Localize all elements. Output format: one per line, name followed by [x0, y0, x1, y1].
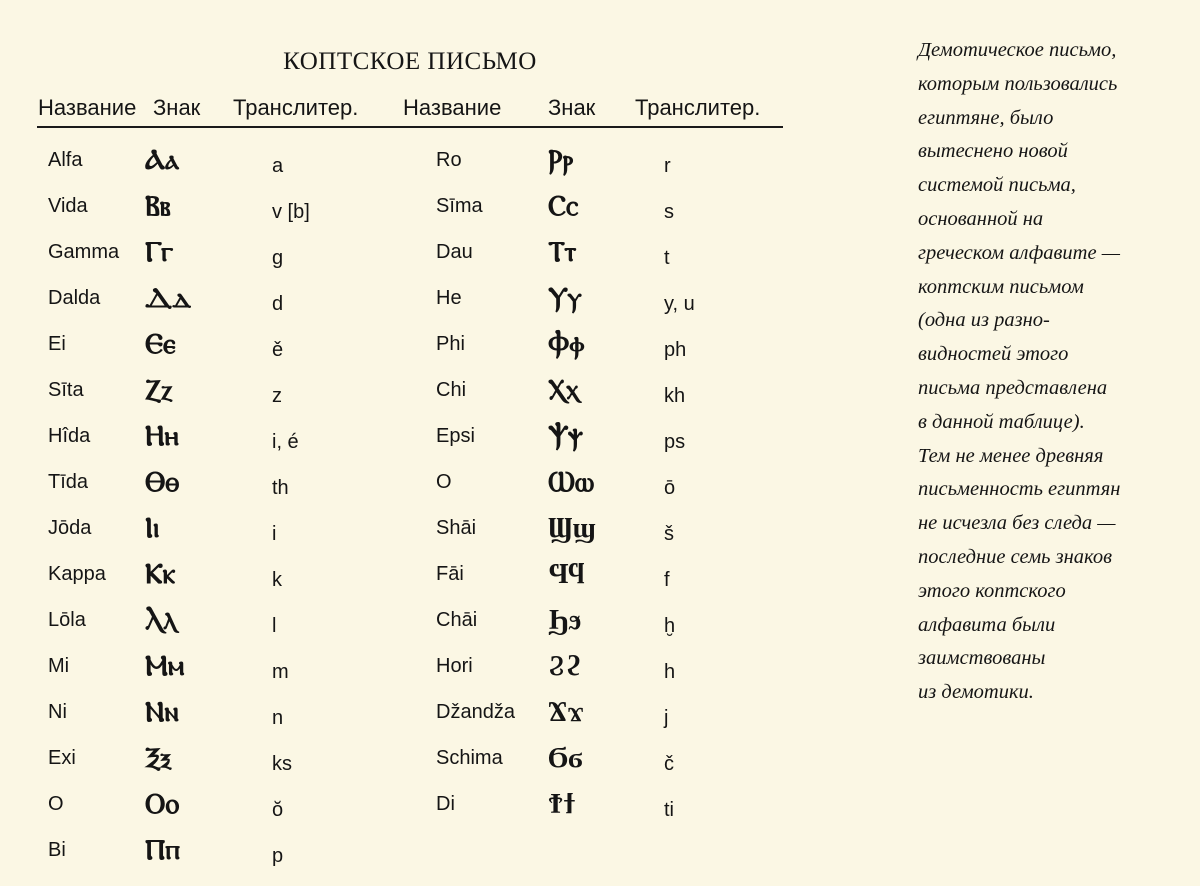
letter-name: Ro — [436, 149, 462, 171]
letter-translit: g — [272, 247, 284, 269]
letter-name: Ei — [48, 333, 66, 355]
letter-translit: l — [272, 615, 277, 637]
letter-sign: Ⲍⲍ — [145, 373, 173, 406]
letter-translit: ph — [664, 339, 687, 361]
sidebar-line: письменность египтян — [918, 478, 1121, 501]
table-row — [0, 649, 800, 695]
letter-sign: Ⲁⲁ — [145, 143, 180, 176]
letter-translit: ŏ — [272, 799, 284, 821]
table-row — [0, 511, 800, 557]
letter-name: Epsi — [436, 425, 475, 447]
letter-name: Vida — [48, 195, 88, 217]
letter-name: Phi — [436, 333, 465, 355]
letter-sign: Ⲉⲉ — [145, 327, 176, 360]
letter-translit: p — [272, 845, 284, 867]
sidebar-line: заимствованы — [918, 647, 1046, 670]
letter-sign: Ⲗⲗ — [145, 603, 177, 636]
letter-name: Alfa — [48, 149, 83, 171]
sidebar-line: Тем не менее древняя — [918, 444, 1104, 467]
letter-name: Shāi — [436, 517, 477, 539]
letter-name: Chi — [436, 379, 467, 401]
letter-translit: f — [664, 569, 670, 591]
letter-translit: ḫ — [664, 615, 676, 637]
letter-name: Dau — [436, 241, 473, 263]
letter-translit: h — [664, 661, 676, 683]
table-row — [0, 419, 800, 465]
letter-sign: Ϭϭ — [548, 741, 583, 774]
letter-name: Jōda — [48, 517, 92, 539]
letter-name: O — [436, 471, 452, 493]
letter-sign: Ⲙⲙ — [145, 649, 185, 682]
letter-sign: Ⲛⲛ — [145, 695, 179, 728]
letter-sign: Ⲃⲃ — [145, 189, 171, 222]
letter-sign: Ϣϣ — [548, 511, 596, 544]
sidebar-line: видностей этого — [918, 343, 1069, 366]
letter-translit: z — [272, 385, 282, 407]
letter-name: Džandža — [436, 701, 515, 723]
letter-sign: Ⲅⲅ — [145, 235, 174, 268]
letter-translit: n — [272, 707, 284, 729]
letter-translit: th — [272, 477, 289, 499]
letter-name: Lōla — [48, 609, 86, 631]
table-row — [0, 143, 800, 189]
header-sign-1: Знак — [153, 95, 201, 120]
letter-name: Di — [436, 793, 455, 815]
letter-translit: r — [664, 155, 671, 177]
letter-sign: Ϯϯ — [548, 787, 576, 820]
sidebar-line: в данной таблице). — [918, 410, 1085, 433]
letter-sign: Ⲕⲕ — [145, 557, 176, 590]
letter-sign: Ⲟⲟ — [145, 787, 179, 820]
letter-translit: v [b] — [272, 201, 310, 223]
letter-translit: i — [272, 523, 277, 545]
letter-sign: Ⲧⲧ — [548, 235, 577, 268]
letter-sign: Ⲇⲇ — [145, 281, 192, 314]
letter-name: Ni — [48, 701, 67, 723]
header-sign-2: Знак — [548, 95, 596, 120]
letter-sign: Ⲯⲯ — [548, 419, 583, 452]
letter-name: Gamma — [48, 241, 120, 263]
sidebar-line: последние семь знаков — [918, 545, 1112, 568]
letter-sign: Ϩϩ — [548, 649, 582, 682]
sidebar-line: алфавита были — [918, 613, 1056, 636]
letter-translit: ě — [272, 339, 284, 361]
letter-translit: t — [664, 247, 670, 269]
letter-sign: Ⲑⲑ — [145, 465, 180, 498]
letter-name: Kappa — [48, 563, 106, 585]
sidebar-line: коптским письмом — [918, 275, 1084, 298]
table-row — [0, 189, 800, 235]
header-translit-2: Транслитер. — [635, 95, 761, 120]
table-row — [0, 833, 800, 879]
sidebar-line: (одна из разно- — [918, 309, 1050, 332]
letter-sign: Ⲝⲝ — [145, 741, 171, 774]
table-row — [0, 695, 800, 741]
sidebar-line: основанной на — [918, 207, 1044, 230]
letter-name: Exi — [48, 747, 76, 769]
letter-translit: ti — [664, 799, 674, 821]
letter-translit: ps — [664, 431, 686, 453]
letter-name: Bi — [48, 839, 66, 861]
table-title: КОПТСКОЕ ПИСЬМО — [283, 48, 537, 75]
sidebar-line: не исчезла без следа — — [918, 512, 1116, 535]
letter-sign: Ⲓⲓ — [145, 511, 160, 544]
letter-name: Tīda — [48, 471, 89, 493]
table-row — [0, 235, 800, 281]
letter-name: Chāi — [436, 609, 478, 631]
header-rule — [37, 126, 783, 128]
letter-sign: Ⲣⲣ — [548, 143, 574, 176]
letter-name: Sīta — [48, 379, 84, 401]
letter-translit: s — [664, 201, 674, 223]
letter-name: Hori — [436, 655, 473, 677]
letter-translit: ks — [272, 753, 292, 775]
letter-name: Sīma — [436, 195, 483, 217]
table-row — [0, 373, 800, 419]
letter-name: O — [48, 793, 64, 815]
table-row — [0, 281, 800, 327]
letter-sign: Ⲏⲏ — [145, 419, 179, 452]
table-row — [0, 603, 800, 649]
table-row — [0, 557, 800, 603]
sidebar-line: которым пользовались — [918, 72, 1118, 95]
letter-sign: Ϥϥ — [548, 557, 585, 590]
letter-sign: Ⲩⲩ — [548, 281, 582, 314]
letter-name: Fāi — [436, 563, 464, 585]
sidebar-line: системой письма, — [918, 174, 1076, 197]
letter-sign: Ϫϫ — [548, 695, 585, 728]
sidebar-line: Демотическое письмо, — [918, 39, 1117, 61]
letter-translit: ō — [664, 477, 676, 499]
header-name-1: Название — [38, 95, 137, 120]
table-row — [0, 741, 800, 787]
letter-sign: Ⲡⲡ — [145, 833, 180, 866]
letter-translit: š — [664, 523, 674, 545]
sidebar-line: египтяне, было — [918, 106, 1054, 129]
letter-name: Mi — [48, 655, 70, 677]
sidebar-line: из демотики. — [918, 681, 1034, 704]
letter-translit: y, u — [664, 293, 695, 315]
letter-translit: m — [272, 661, 289, 683]
letter-sign: Ⲫⲫ — [548, 327, 585, 360]
table-row — [0, 327, 800, 373]
sidebar-line: греческом алфавите — — [918, 241, 1120, 264]
letter-name: Dalda — [48, 287, 101, 309]
letter-translit: kh — [664, 385, 686, 407]
header-name-2: Название — [403, 95, 502, 120]
table-row — [0, 465, 800, 511]
letter-name: Schima — [436, 747, 503, 769]
table-row — [0, 787, 800, 833]
letter-sign: Ϧϧ — [548, 603, 582, 636]
alphabet-table — [0, 143, 800, 879]
sidebar-line: письма представлена — [918, 376, 1108, 399]
letter-name: He — [436, 287, 462, 309]
letter-translit: j — [664, 707, 669, 729]
letter-translit: i, é — [272, 431, 299, 453]
letter-sign: Ⲥⲥ — [548, 189, 579, 222]
letter-translit: d — [272, 293, 284, 315]
letter-translit: č — [664, 753, 674, 775]
header-translit-1: Транслитер. — [233, 95, 359, 120]
letter-translit: k — [272, 569, 282, 591]
sidebar-note — [918, 34, 1188, 710]
letter-translit: a — [272, 155, 284, 177]
letter-name: Hîda — [48, 425, 91, 447]
sidebar-line: этого коптского — [918, 579, 1066, 602]
letter-sign: Ⲭⲭ — [548, 373, 580, 406]
letter-sign: Ⲱⲱ — [548, 465, 595, 498]
sidebar-line: вытеснено новой — [918, 140, 1068, 163]
